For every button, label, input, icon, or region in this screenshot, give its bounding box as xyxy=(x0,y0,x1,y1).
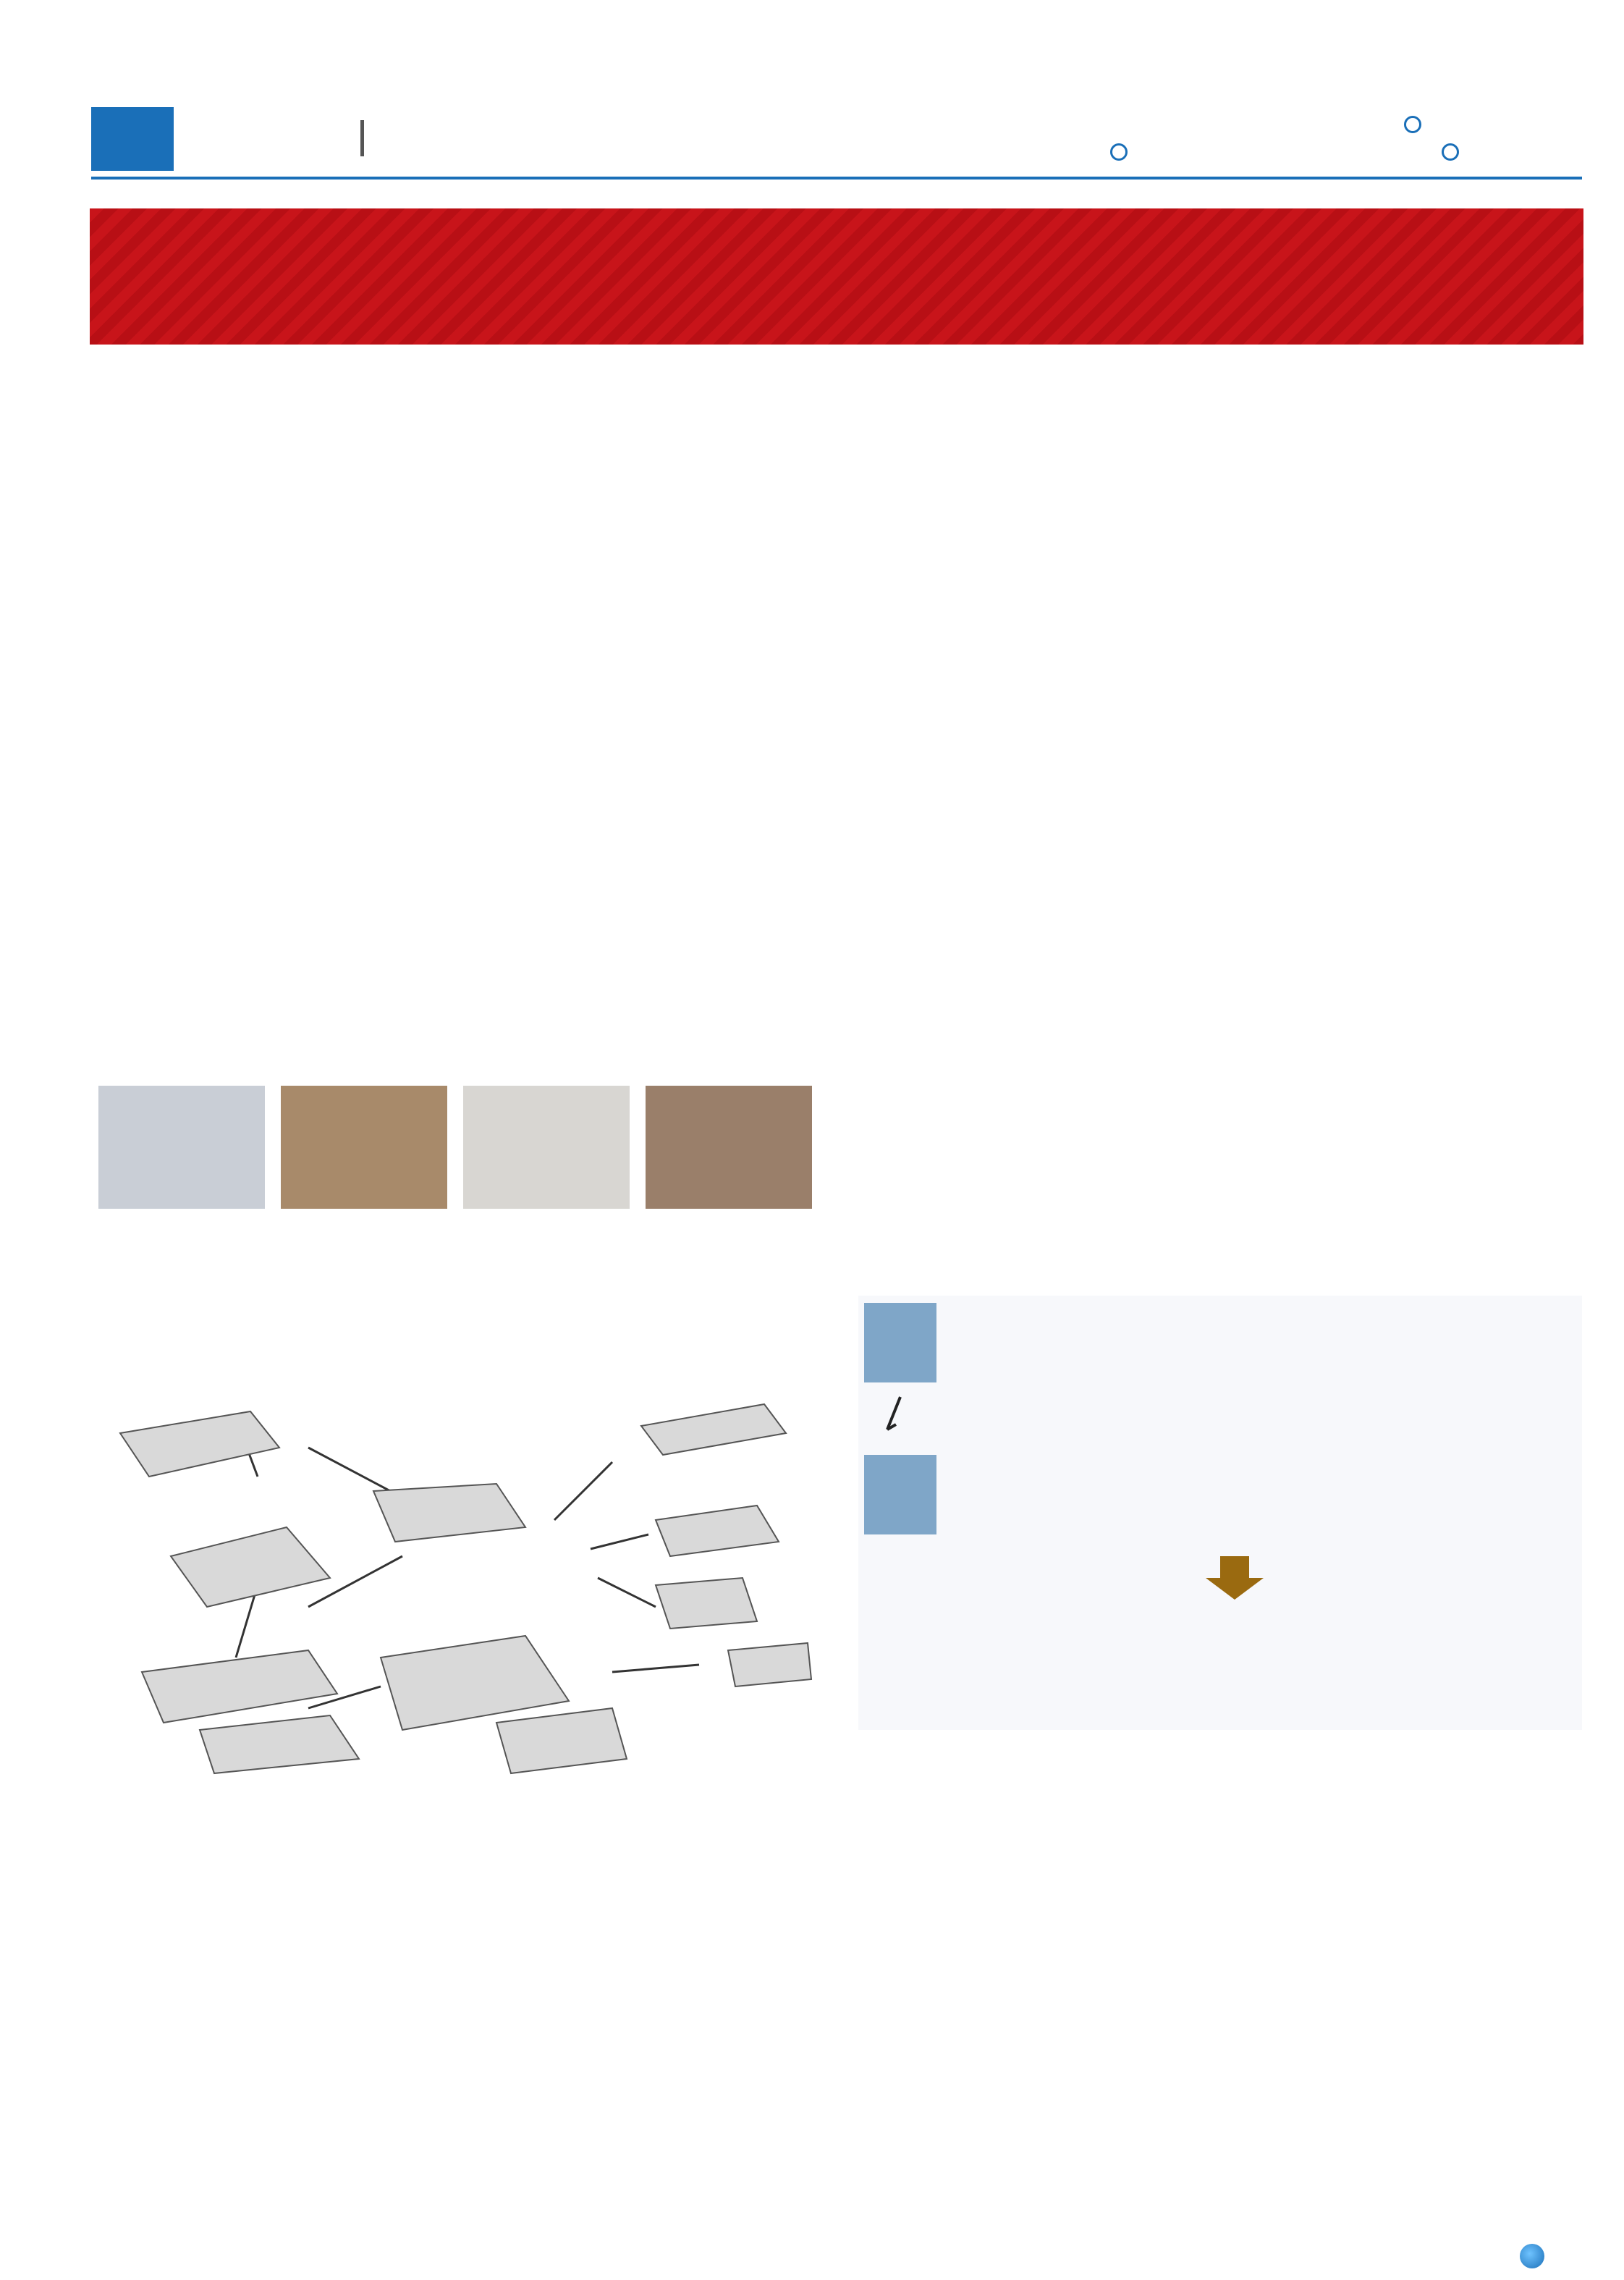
home-icon xyxy=(1110,143,1128,161)
page-number xyxy=(91,107,174,171)
integrated-label-box xyxy=(864,1455,936,1534)
article-title xyxy=(90,208,1583,345)
address xyxy=(1110,142,1133,162)
process-flow-svg xyxy=(91,934,815,1223)
hotline xyxy=(1404,114,1427,135)
traditional-label-box xyxy=(864,1303,936,1382)
comparison-figure xyxy=(858,1296,1582,1730)
page-header xyxy=(91,107,1589,174)
welding-workshop-photo xyxy=(281,1086,447,1209)
assembly-workshop-photo xyxy=(646,1086,812,1209)
globe-icon xyxy=(1442,143,1459,161)
process-flow-figure xyxy=(91,934,815,1223)
comparison-svg xyxy=(858,1296,1582,1730)
header-rule xyxy=(91,177,1582,180)
body-structure-svg xyxy=(91,1368,815,1802)
body-structure-figure xyxy=(91,1368,815,1802)
footer-logo-icon xyxy=(1520,2244,1544,2268)
phone-icon xyxy=(1404,116,1421,133)
biw-car-shape xyxy=(728,1643,811,1686)
painting-workshop-photo xyxy=(463,1086,630,1209)
stamping-workshop-photo xyxy=(98,1086,265,1209)
front-cabin-shape xyxy=(656,1578,757,1629)
title-banner xyxy=(90,208,1583,345)
website[interactable] xyxy=(1442,142,1465,162)
header-divider xyxy=(360,120,364,156)
